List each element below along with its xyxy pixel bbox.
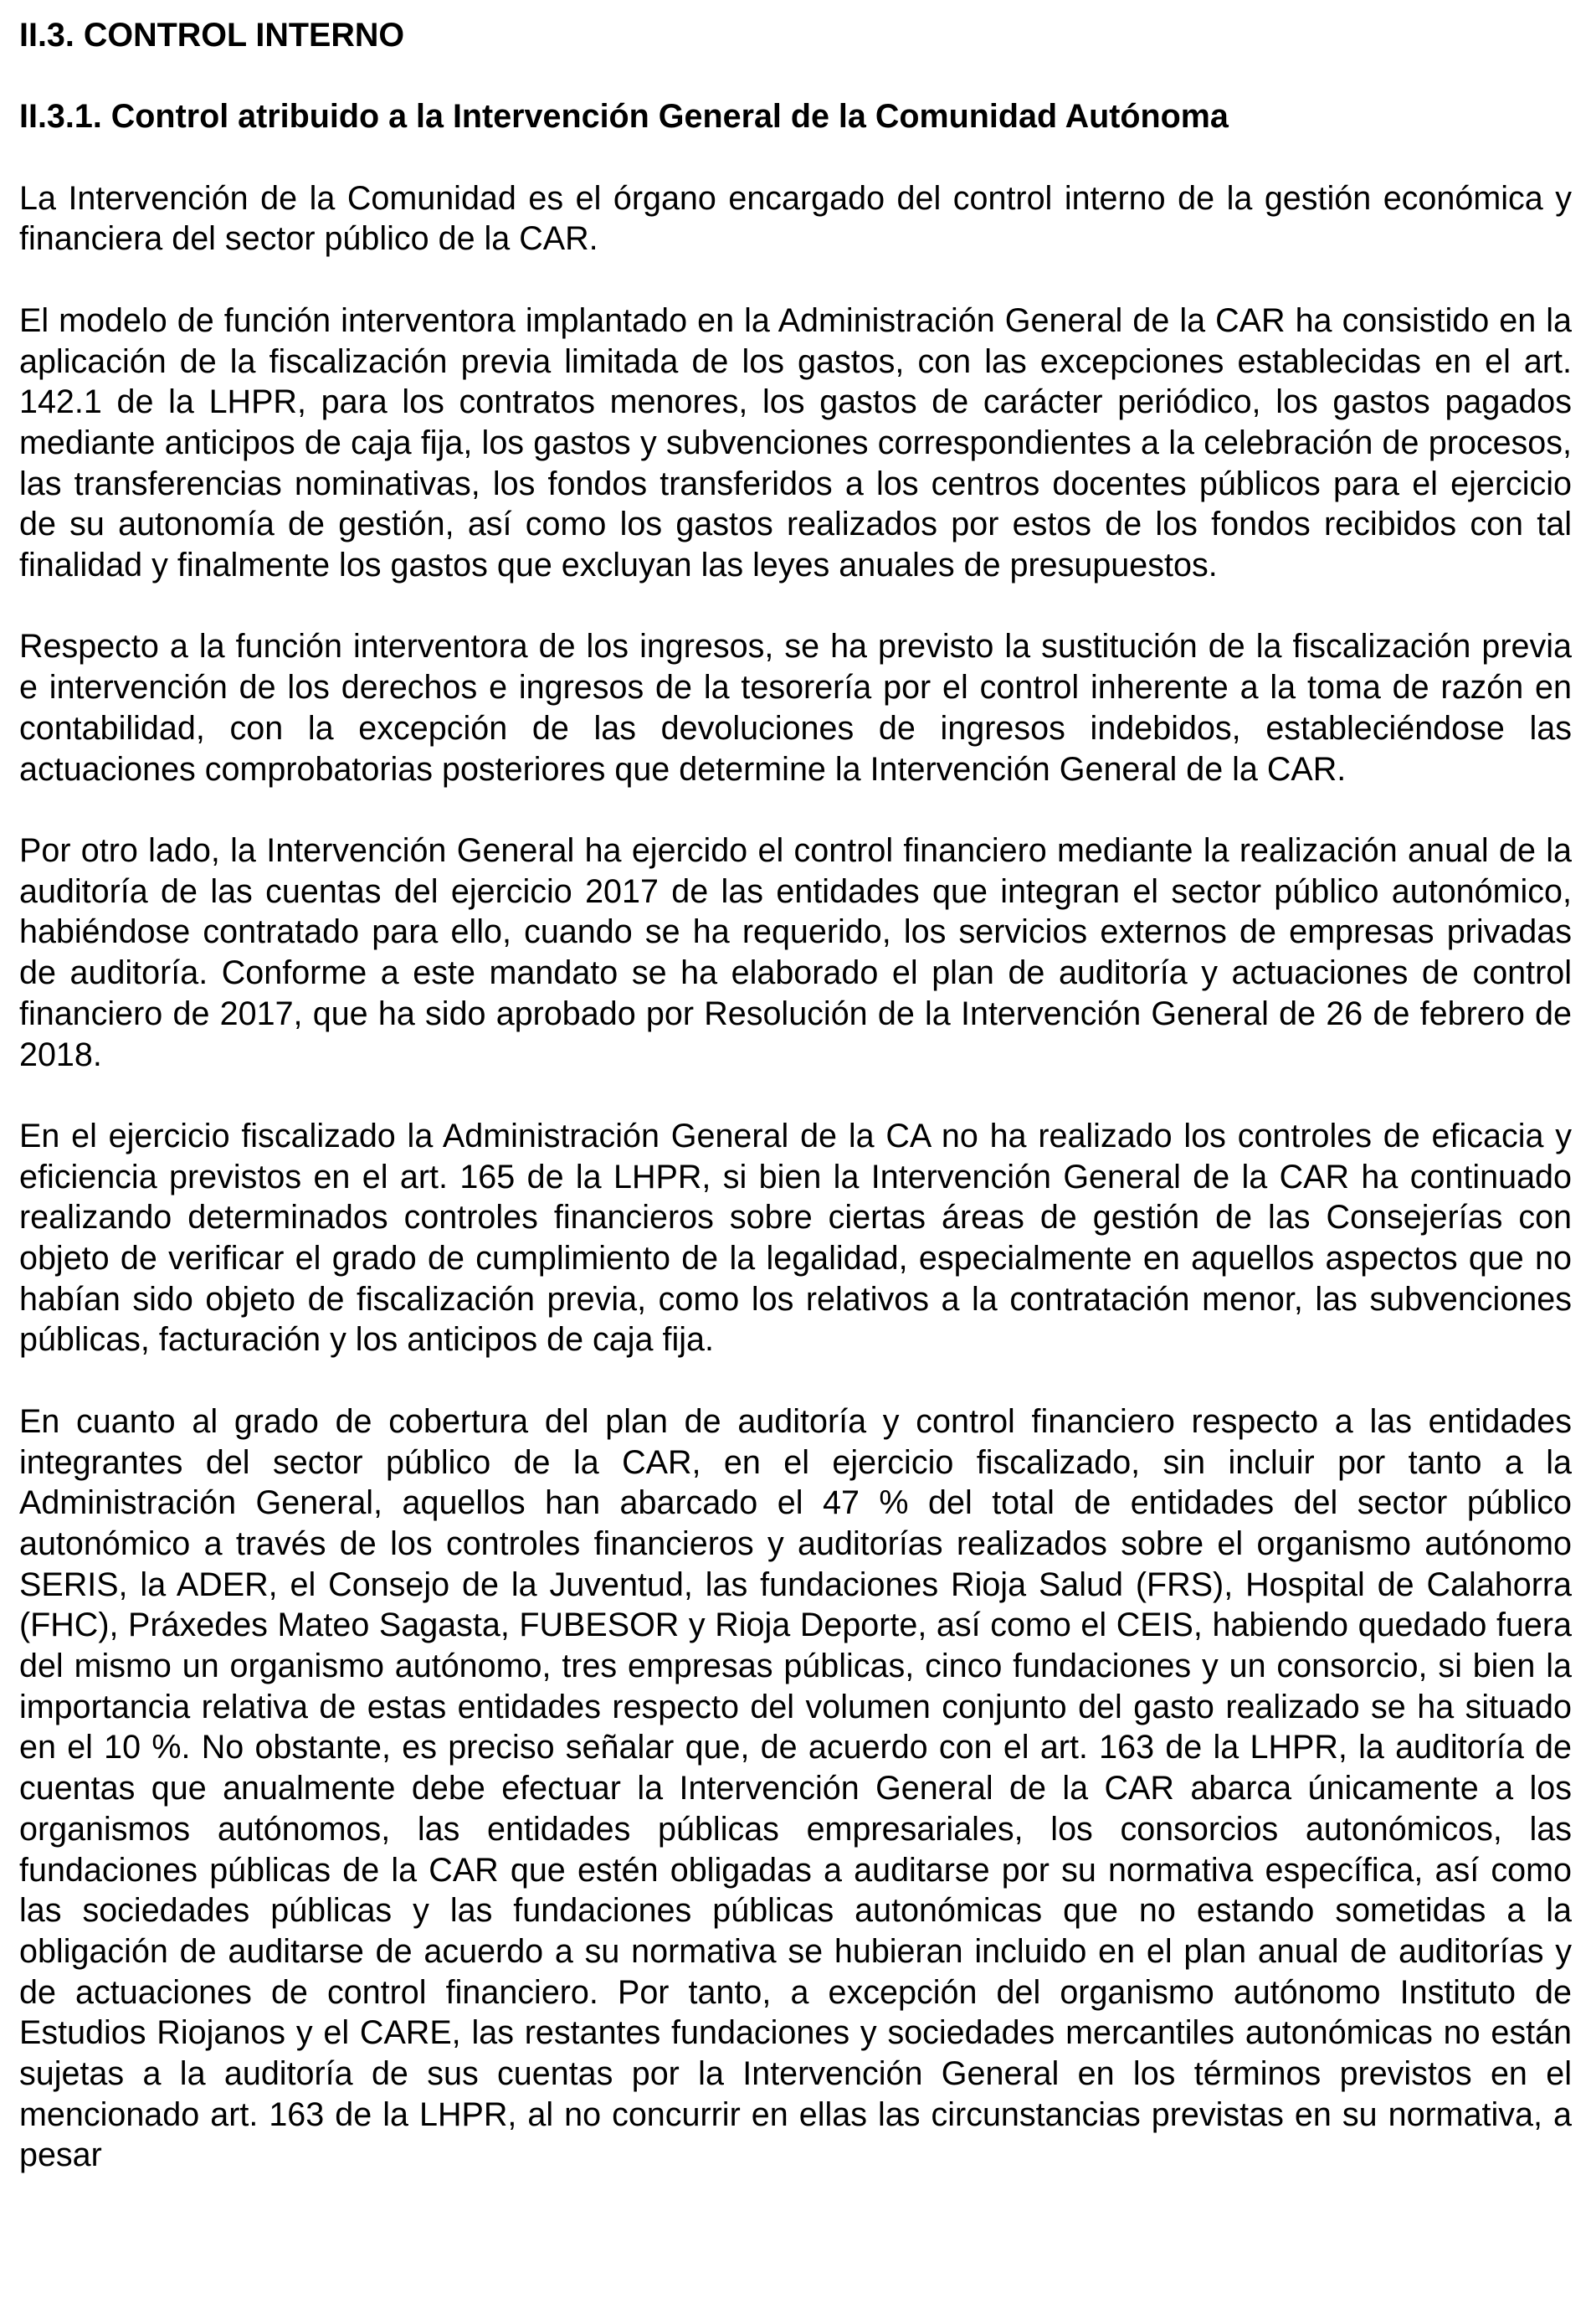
- paragraph-1: La Intervención de la Comunidad es el órgano encargado del control interno de la gestión económica y financiera del sector público de la CAR.: [19, 179, 1572, 258]
- document-page: [19, 15, 1572, 2176]
- paragraph-5: En el ejercicio fiscalizado la Administración General de la CA no ha realizado los controles de eficacia y eficiencia previstos en el art. 165 de la LHPR, si bien la Intervención General de la CAR ha continuado realizando determinados controles financieros sobre ciertas áreas de gestión de las Consejerías con objeto de verificar el grado de cumplimiento de la legalidad, especialmente en aquellos aspectos que no habían sido objeto de fiscalización previa, como los relativos a la contratación menor, las subvenciones públicas, facturación y los anticipos de caja fija.: [19, 1117, 1572, 1359]
- paragraph-6: En cuanto al grado de cobertura del plan de auditoría y control financiero respecto a las entidades integrantes del sector público de la CAR, en el ejercicio fiscalizado, sin incluir por tanto a la Administración General, aquellos han abarcado el 47 % del total de entidades del sector público autonómico a través de los controles financieros y auditorías realizados sobre el organismo autónomo SERIS, la ADER, el Consejo de la Juventud, las fundaciones Rioja Salud (FRS), Hospital de Calahorra (FHC), Práxedes Mateo Sagasta, FUBESOR y Rioja Deporte, así como el CEIS, habiendo quedado fuera del mismo un organismo autónomo, tres empresas públicas, cinco fundaciones y un consorcio, si bien la importancia relativa de estas entidades respecto del volumen conjunto del gasto realizado se ha situado en el 10 %. No obstante, es preciso señalar que, de acuerdo con el art. 163 de la LHPR, la auditoría de cuentas que anualmente debe efectuar la Intervención General de la CAR abarca únicamente a los organismos autónomos, las entidades públicas empresariales, los consorcios autonómicos, las fundaciones públicas de la CAR que estén obligadas a auditarse por su normativa específica, así como las sociedades públicas y las fundaciones públicas autonómicas que no estando sometidas a la obligación de auditarse de acuerdo a su normativa se hubieran incluido en el plan anual de auditorías y de actuaciones de control financiero. Por tanto, a excepción del organismo autónomo Instituto de Estudios Riojanos y el CARE, las restantes fundaciones y sociedades mercantiles autonómicas no están sujetas a la auditoría de sus cuentas por la Intervención General en los términos previstos en el mencionado art. 163 de la LHPR, al no concurrir en ellas las circunstancias previstas en su normativa, a pesar: [19, 1402, 1572, 2174]
- paragraph-2: El modelo de función interventora implantado en la Administración General de la CAR ha consistido en la aplicación de la fiscalización previa limitada de los gastos, con las excepciones establecidas en el art. 142.1 de la LHPR, para los contratos menores, los gastos de carácter periódico, los gastos pagados mediante anticipos de caja fija, los gastos y subvenciones correspondientes a la celebración de procesos, las transferencias nominativas, los fondos transferidos a los centros docentes públicos para el ejercicio de su autonomía de gestión, así como los gastos realizados por estos de los fondos recibidos con tal finalidad y finalmente los gastos que excluyan las leyes anuales de presupuestos.: [19, 301, 1572, 584]
- section-heading: II.3. CONTROL INTERNO: [19, 17, 405, 54]
- paragraph-4: Por otro lado, la Intervención General ha ejercido el control financiero mediante la realización anual de la auditoría de las cuentas del ejercicio 2017 de las entidades que integran el sector público autonómico, habiéndose contratado para ello, cuando se ha requerido, los servicios externos de empresas privadas de auditoría. Conforme a este mandato se ha elaborado el plan de auditoría y actuaciones de control financiero de 2017, que ha sido aprobado por Resolución de la Intervención General de 26 de febrero de 2018.: [19, 831, 1572, 1073]
- subsection-heading: II.3.1. Control atribuido a la Intervención General de la Comunidad Autónoma: [19, 98, 1229, 136]
- paragraph-3: Respecto a la función interventora de los ingresos, se ha previsto la sustitución de la fiscalización previa e intervención de los derechos e ingresos de la tesorería por el control inherente a la toma de razón en contabilidad, con la excepción de las devoluciones de ingresos indebidos, estableciéndose las actuaciones comprobatorias posteriores que determine la Intervención General de la CAR.: [19, 628, 1572, 788]
